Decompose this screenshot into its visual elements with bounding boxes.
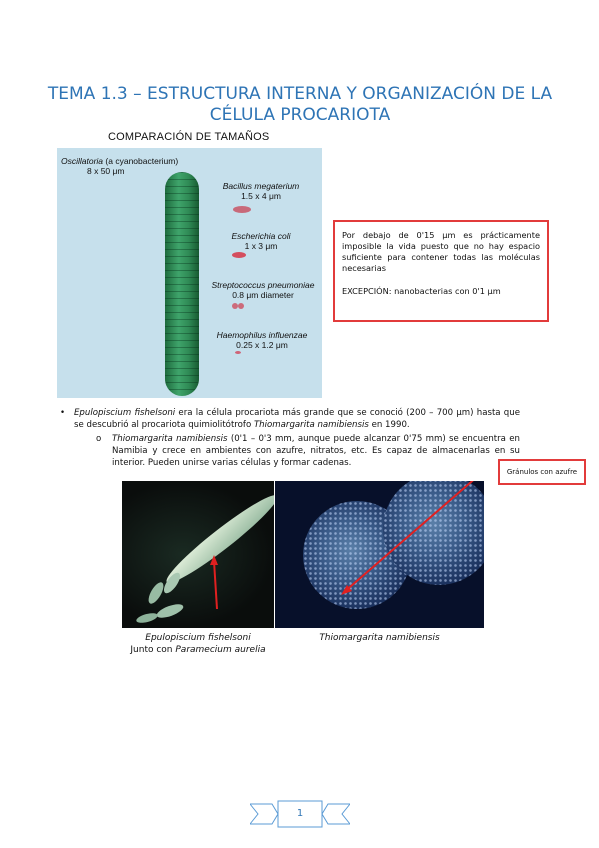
note-box — [333, 220, 549, 322]
bullet-dot: • — [60, 408, 66, 418]
section-subtitle: COMPARACIÓN DE TAMAÑOS — [108, 131, 270, 143]
bullet-item-thiomargarita: Thiomargarita namibiensis (0'1 – 0'3 mm, aunque puede alcanzar 0'75 mm) se encuentra en Namibia y crece en ambientes con azufre, nitratos, etc. Es capaz de almacenarlas en su interior. Pueden unirse varias células y formar cadenas. — [112, 434, 520, 468]
haemo-cell — [235, 351, 241, 354]
oscillatoria-label: Oscillatoria (a cyanobacterium) 8 x 50 μm — [61, 156, 179, 176]
granules-arrow — [275, 481, 484, 628]
bacillus-cell — [233, 206, 251, 213]
caption-epulopiscium: Epulopiscium fishelsoni Junto con Paramecium aurelia — [130, 633, 266, 655]
ecoli-cell — [232, 252, 246, 258]
granules-label-box: Gránulos con azufre — [498, 459, 586, 485]
bullet-item-epulopiscium: Epulopiscium fishelsoni era la célula procariota más grande que se conoció (200 – 700 μm) hasta que se descubrió al procariota quimiolitótrofo Thiomargarita namibiensis en 1990. — [74, 408, 520, 430]
strepto-cell-b — [238, 303, 244, 309]
page-title: TEMA 1.3 – ESTRUCTURA INTERNA Y ORGANIZACIÓN DE LA CÉLULA PROCARIOTA — [47, 84, 553, 125]
bacillus-label: Bacillus megaterium 1.5 x 4 μm — [222, 181, 300, 201]
note-text-1: Por debajo de 0'15 μm es prácticamente imposible la vida puesto que no hay espacio suficiente para contener todas las moléculas necesarias — [342, 230, 540, 273]
oscillatoria-cell — [165, 172, 199, 396]
haemo-label: Haemophilus influenzae 0.25 x 1.2 μm — [216, 330, 308, 350]
page-number: 1 — [296, 808, 304, 819]
strepto-label: Streptococcus pneumoniae 0.8 μm diameter — [211, 280, 315, 300]
caption-thiomargarita: Thiomargarita namibiensis — [319, 633, 440, 643]
thiomargarita-photo — [275, 481, 484, 628]
sub-bullet-dot: o — [96, 434, 102, 444]
epulopiscium-photo — [122, 481, 274, 628]
size-comparison-figure — [57, 148, 322, 398]
epulopiscium-illustration — [122, 481, 274, 628]
note-text-2: EXCEPCIÓN: nanobacterias con 0'1 μm — [342, 286, 501, 296]
ecoli-label: Escherichia coli 1 x 3 μm — [231, 231, 291, 251]
